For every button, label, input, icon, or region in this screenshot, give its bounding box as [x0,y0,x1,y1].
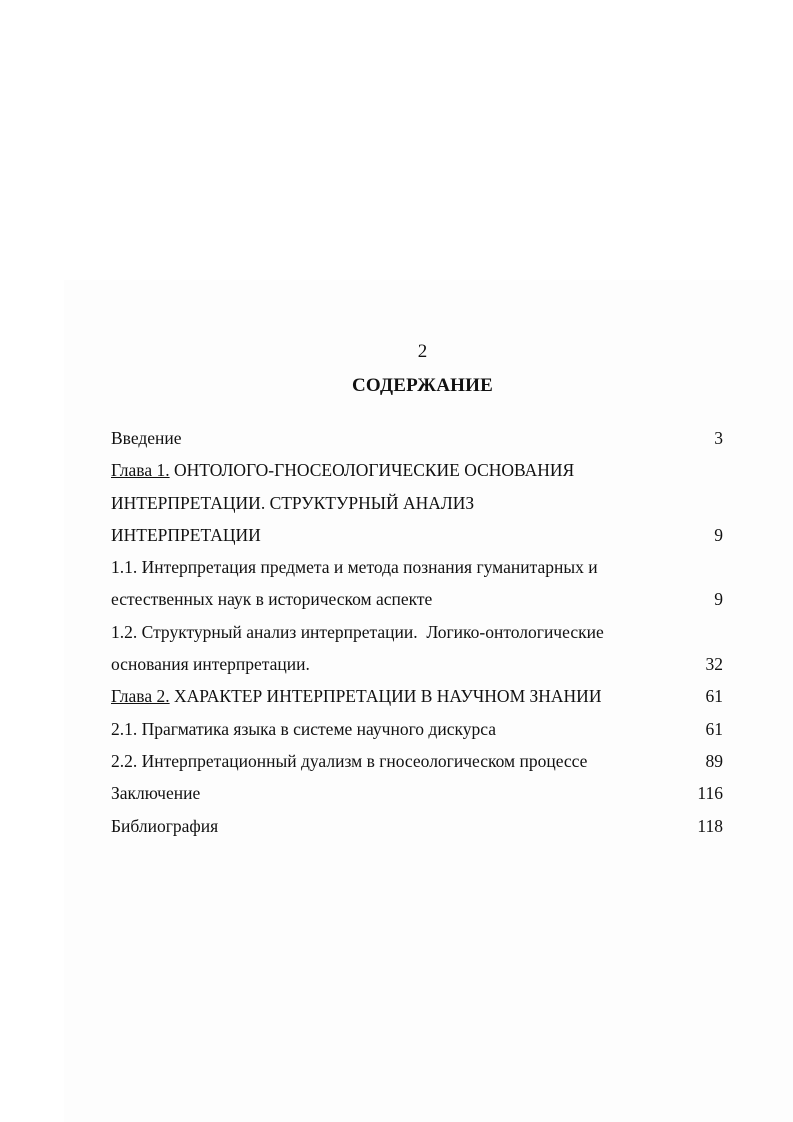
toc-page-number: 61 [705,718,723,739]
toc-page-number: 3 [714,428,723,448]
toc-entry-conclusion [111,780,723,812]
toc-entry-text: 1.1. Интерпретация предмета и метода познания гуманитарных и [111,557,598,578]
toc-entry-text: Библиография [111,815,219,836]
toc-entry-text: Заключение [111,783,201,804]
toc-page-number: 61 [705,686,723,707]
toc-page-number: 9 [714,524,723,545]
toc-entry-chapter-1-end [111,522,723,554]
toc-entry-text: основания интерпретации. [111,654,310,675]
toc-entry-text: ИНТЕРПРЕТАЦИИ. СТРУКТУРНЫЙ АНАЛИЗ [111,492,475,513]
toc-entry-section-2-2 [111,748,723,780]
toc-entry-chapter-1 [111,457,723,489]
toc-entry-section-1-1-end [111,586,723,618]
toc-entry-text: ИНТЕРПРЕТАЦИИ [111,524,261,545]
toc-entry-chapter-2 [111,683,723,715]
toc-entry-section-2-1 [111,716,723,748]
toc-entry-text: Введение [111,428,182,448]
toc-entry-section-1-2 [111,619,723,651]
toc-entry-text: 2.2. Интерпретационный дуализм в гносеологическом процессе [111,750,588,771]
toc-entry-text: ХАРАКТЕР ИНТЕРПРЕТАЦИИ В НАУЧНОМ ЗНАНИИ [169,686,602,707]
toc-entry-bibliography [111,813,723,845]
toc-page-number: 116 [697,783,723,804]
toc-entry-chapter-1-cont [111,490,723,522]
toc-entry-text: ОНТОЛОГО-ГНОСЕОЛОГИЧЕСКИЕ ОСНОВАНИЯ [169,460,575,481]
toc-entry-text: естественных наук в историческом аспекте [111,589,433,610]
chapter-label: Глава 2. [111,686,170,707]
page-number: 2 [417,341,428,362]
chapter-label: Глава 1. [111,460,170,481]
toc-entry-text: 1.2. Структурный анализ интерпретации. Логико-онтологические [111,621,604,642]
page-title: СОДЕРЖАНИЕ [352,375,493,396]
toc-page-number: 118 [697,815,723,836]
toc-page-number: 89 [705,750,723,771]
toc-page-number: 32 [705,654,723,675]
toc-entry-section-1-1 [111,554,723,586]
table-of-contents [111,425,723,845]
toc-page-number: 9 [714,589,723,610]
toc-entry-section-1-2-end [111,651,723,683]
toc-entry-text: 2.1. Прагматика языка в системе научного дискурса [111,718,496,739]
toc-entry-introduction [111,425,723,457]
